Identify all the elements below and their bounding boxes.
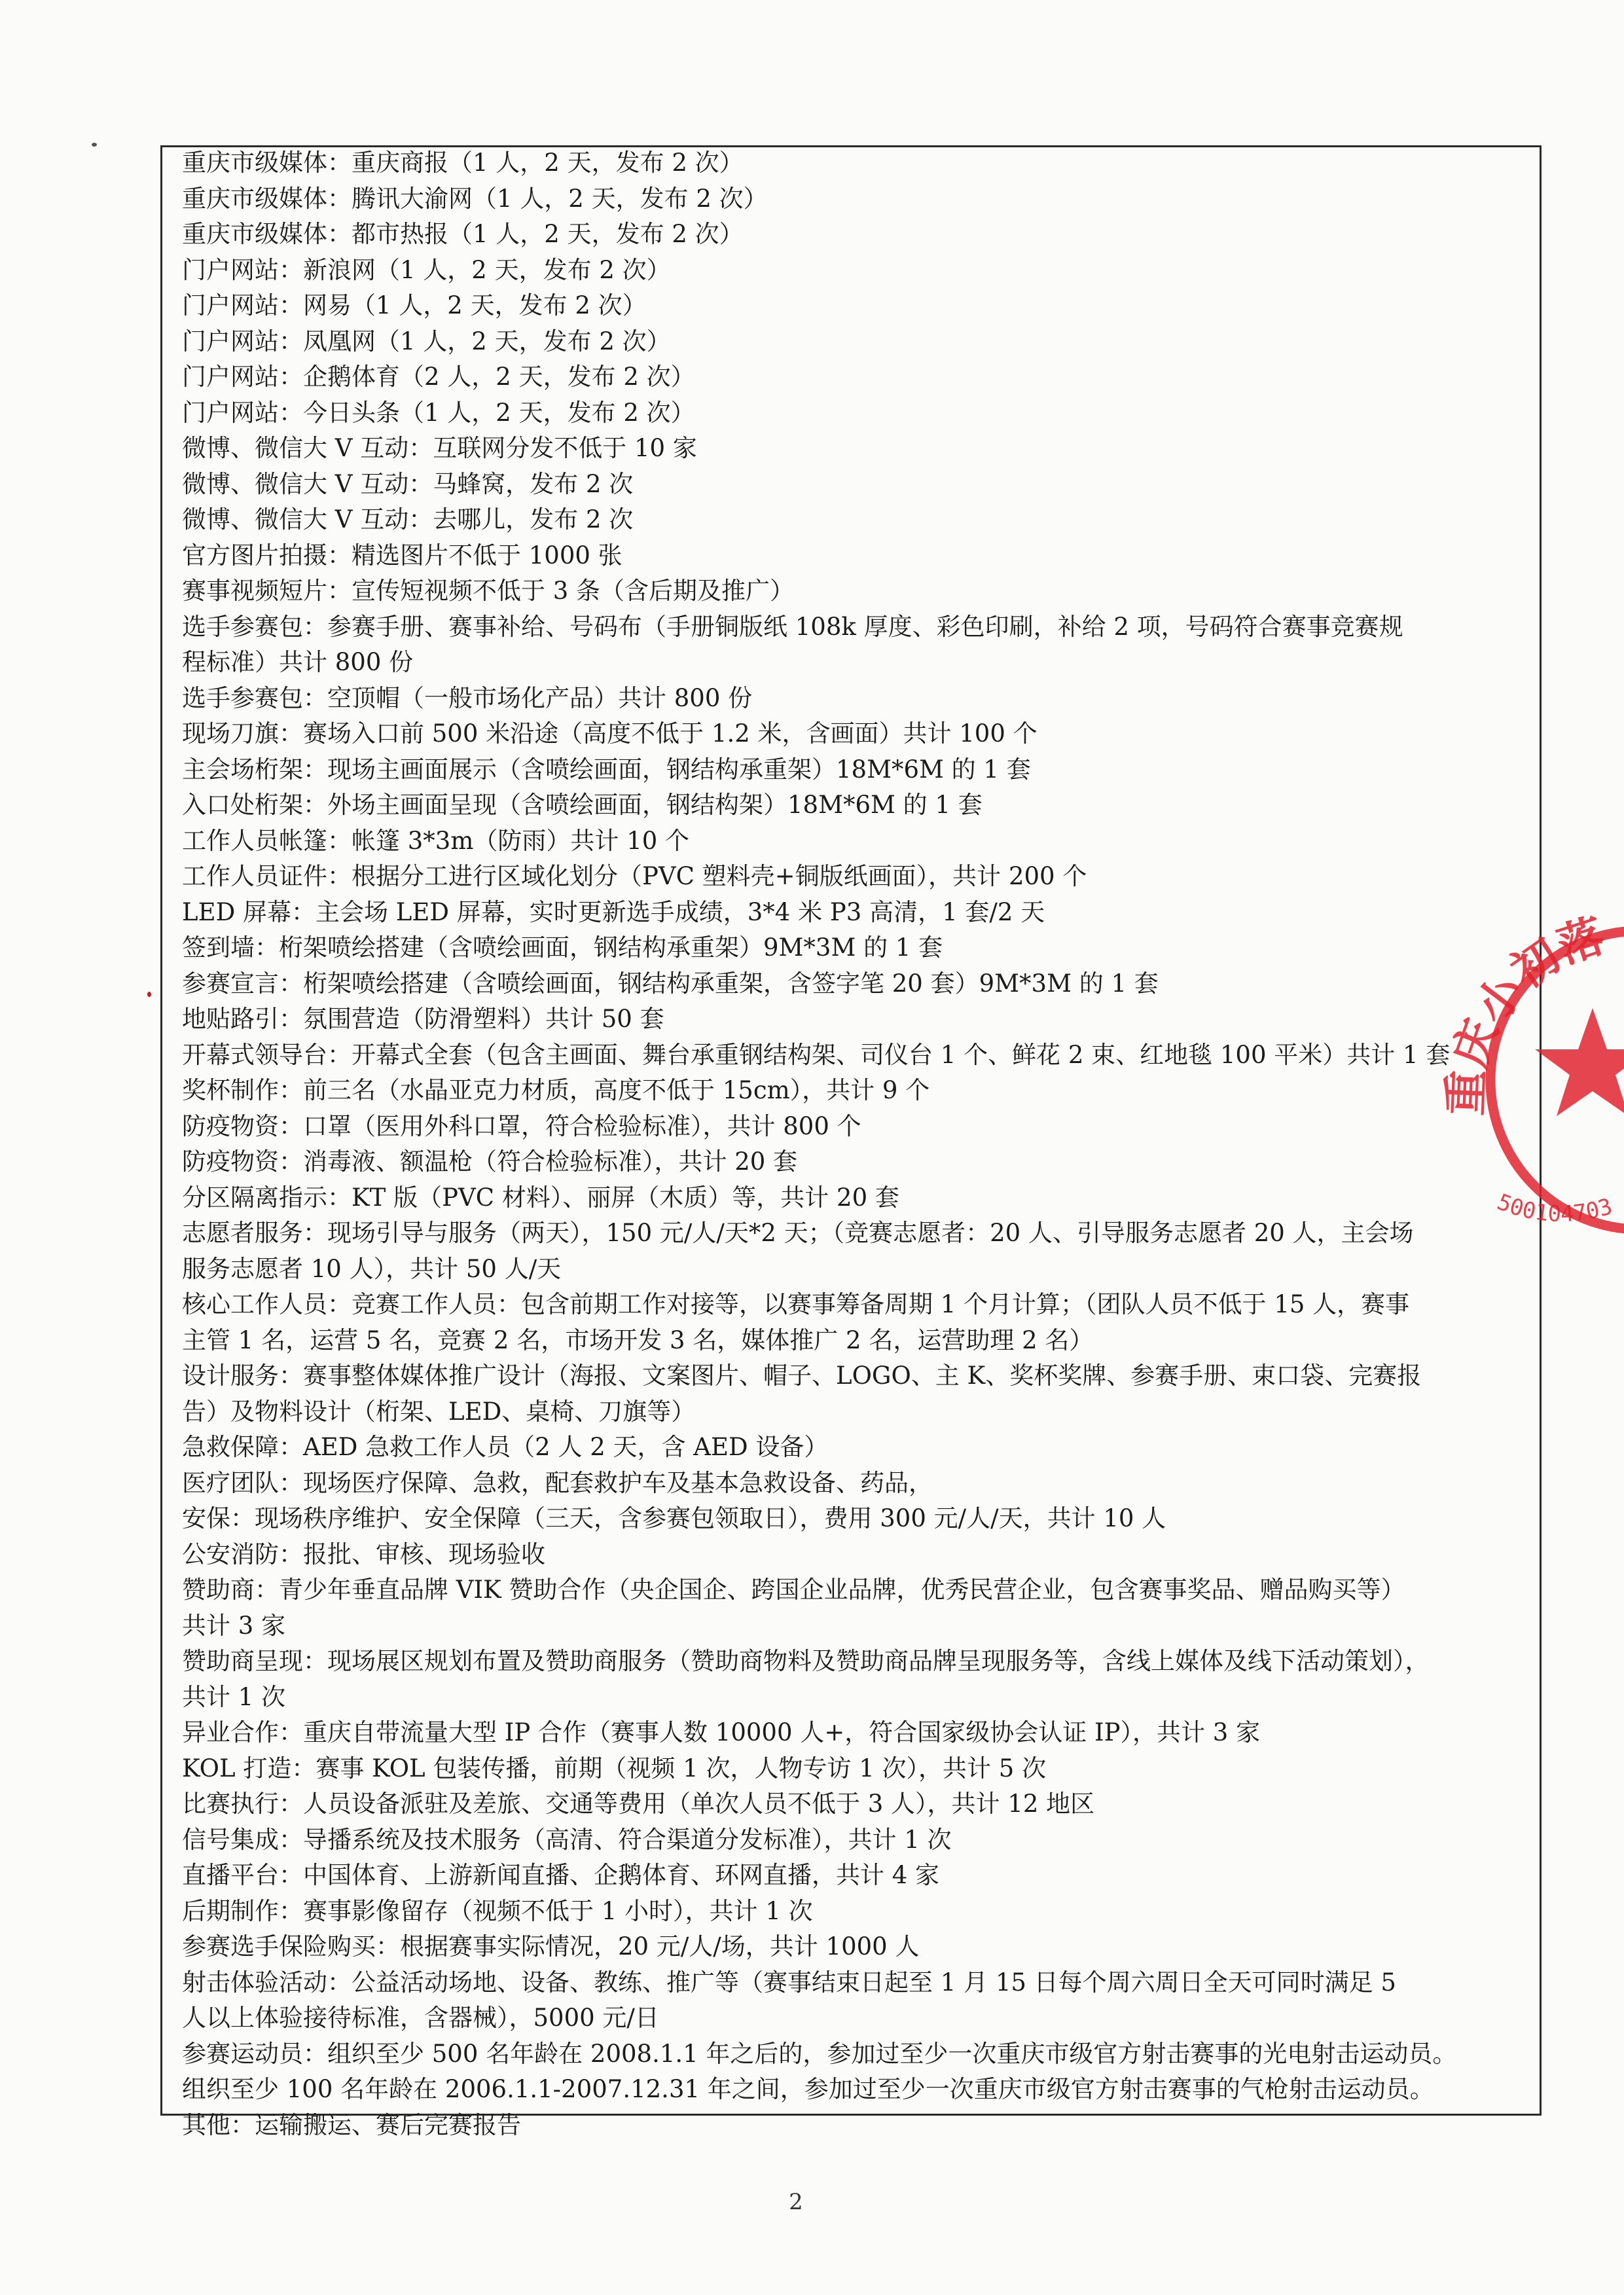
list-line: 公安消防：报批、审核、现场验收 [182,1540,545,1568]
list-line: 赞助商：青少年垂直品牌 VIK 赞助合作（央企国企、跨国企业品牌，优秀民营企业，包含赛事奖品、赠品购买等） [182,1576,1405,1604]
list-line: 主会场桁架：现场主画面展示（含喷绘画面，钢结构承重架）18M*6M 的 1 套 [182,755,1031,784]
list-line: 人以上体验接待标准，含器械），5000 元/日 [182,2004,659,2032]
list-line: 参赛选手保险购买：根据赛事实际情况，20 元/人/场，共计 1000 人 [182,1932,920,1961]
list-line: 微博、微信大 V 互动：马蜂窝，发布 2 次 [182,469,634,498]
list-line: 工作人员证件：根据分工进行区域化划分（PVC 塑料壳+铜版纸画面），共计 200 个 [182,862,1087,890]
list-line: 组织至少 100 名年龄在 2006.1.1-2007.12.31 年之间，参加过至少一次重庆市级官方射击赛事的气枪射击运动员。 [182,2075,1434,2103]
company-seal [1420,876,1624,1227]
list-line: KOL 打造：赛事 KOL 包装传播，前期（视频 1 次，人物专访 1 次），共计 5 次 [182,1754,1047,1782]
list-line: 防疫物资：口罩（医用外科口罩，符合检验标准），共计 800 个 [182,1111,861,1140]
list-line: 后期制作：赛事影像留存（视频不低于 1 小时），共计 1 次 [182,1896,813,1925]
list-line: 签到墙：桁架喷绘搭建（含喷绘画面，钢结构承重架）9M*3M 的 1 套 [182,933,943,962]
list-line: 开幕式领导台：开幕式全套（包含主画面、舞台承重钢结构架、司仪台 1 个、鲜花 2 束、红地毯 100 平米）共计 1 套 [182,1040,1451,1069]
scan-speck [147,992,151,997]
list-line: 共计 1 次 [182,1682,286,1711]
list-line: 信号集成：导播系统及技术服务（高清、符合渠道分发标准），共计 1 次 [182,1825,952,1854]
list-line: 告）及物料设计（桁架、LED、桌椅、刀旗等） [182,1397,696,1426]
list-line: 医疗团队：现场医疗保障、急救，配套救护车及基本急救设备、药品， [182,1468,933,1497]
list-line: 志愿者服务：现场引导与服务（两天），150 元/人/天*2 天；（竞赛志愿者：20 人、引导服务志愿者 20 人，主会场 [182,1219,1414,1247]
seal-star-icon [1535,1008,1624,1116]
seal-text: 重庆小初落体育文化 [1420,876,1612,1117]
svg-text:500104703 [1494,1189,1615,1227]
list-line: 赛事视频短片：宣传短视频不低于 3 条（含后期及推广） [182,577,795,605]
list-line: 主管 1 名，运营 5 名，竞赛 2 名，市场开发 3 名，媒体推广 2 名，运营助理 2 名） [182,1326,1094,1354]
list-line: 选手参赛包：参赛手册、赛事补给、号码布（手册铜版纸 108k 厚度、彩色印刷，补给 2 项，号码符合赛事竞赛规 [182,612,1403,641]
list-line: 地贴路引：氛围营造（防滑塑料）共计 50 套 [182,1005,664,1033]
list-line: 异业合作：重庆自带流量大型 IP 合作（赛事人数 10000 人+，符合国家级协会认证 IP），共计 3 家 [182,1718,1261,1746]
list-line: 门户网站：今日头条（1 人，2 天，发布 2 次） [182,398,695,427]
list-line: 门户网站：凤凰网（1 人，2 天，发布 2 次） [182,327,671,355]
list-line: 防疫物资：消毒液、额温枪（符合检验标准），共计 20 套 [182,1148,798,1176]
list-line: 直播平台：中国体育、上游新闻直播、企鹅体育、环网直播，共计 4 家 [182,1861,940,1889]
list-line: 服务志愿者 10 人），共计 50 人/天 [182,1254,562,1283]
list-line: 参赛运动员：组织至少 500 名年龄在 2008.1.1 年之后的，参加过至少一次重庆市级官方射击赛事的光电射击运动员。 [182,2039,1457,2068]
list-line: 比赛执行：人员设备派驻及差旅、交通等费用（单次人员不低于 3 人），共计 12 地区 [182,1790,1095,1818]
page-number: 2 [789,2189,803,2215]
list-line: 微博、微信大 V 互动：去哪儿，发布 2 次 [182,505,634,533]
seal-code: 500104703 [1493,1189,1615,1227]
list-line: 现场刀旗：赛场入口前 500 米沿途（高度不低于 1.2 米，含画面）共计 100 个 [182,719,1038,748]
list-line: 入口处桁架：外场主画面呈现（含喷绘画面，钢结构架）18M*6M 的 1 套 [182,791,983,819]
list-line: 分区隔离指示：KT 版（PVC 材料）、丽屏（木质）等，共计 20 套 [182,1183,899,1212]
scan-speck [92,143,97,147]
list-line: 门户网站：企鹅体育（2 人，2 天，发布 2 次） [182,363,695,391]
list-line: 官方图片拍摄：精选图片不低于 1000 张 [182,541,623,569]
list-line: 赞助商呈现：现场展区规划布置及赞助商服务（赞助商物料及赞助商品牌呈现服务等，含线上媒体及线下活动策划）， [182,1647,1430,1675]
list-line: LED 屏幕：主会场 LED 屏幕，实时更新选手成绩，3*4 米 P3 高清，1 套/2 天 [182,897,1045,926]
list-line: 奖杯制作：前三名（水晶亚克力材质，高度不低于 15cm），共计 9 个 [182,1076,930,1104]
list-line: 重庆市级媒体：都市热报（1 人，2 天，发布 2 次） [182,220,744,248]
list-line: 核心工作人员：竞赛工作人员：包含前期工作对接等，以赛事筹备周期 1 个月计算；（团队人员不低于 15 人，赛事 [182,1290,1410,1318]
list-line: 急救保障：AED 急救工作人员（2 人 2 天，含 AED 设备） [182,1433,829,1461]
list-line: 选手参赛包：空顶帽（一般市场化产品）共计 800 份 [182,683,753,712]
list-line: 门户网站：网易（1 人，2 天，发布 2 次） [182,291,647,319]
list-line: 设计服务：赛事整体媒体推广设计（海报、文案图片、帽子、LOGO、主 K、奖杯奖牌、参赛手册、束口袋、完赛报 [182,1362,1422,1390]
list-line: 微博、微信大 V 互动：互联网分发不低于 10 家 [182,434,697,462]
list-line: 安保：现场秩序维护、安全保障（三天，含参赛包领取日），费用 300 元/人/天，共计 10 人 [182,1504,1166,1532]
list-line: 射击体验活动：公益活动场地、设备、教练、推广等（赛事结束日起至 1 月 15 日每个周六周日全天可同时满足 5 [182,1968,1396,1997]
list-line: 其他：运输搬运、赛后完赛报告 [182,2110,521,2139]
list-line: 程标准）共计 800 份 [182,648,414,676]
list-line: 共计 3 家 [182,1611,286,1640]
list-line: 门户网站：新浪网（1 人，2 天，发布 2 次） [182,255,671,284]
list-line: 重庆市级媒体：腾讯大渝网（1 人，2 天，发布 2 次） [182,184,768,213]
requirement-list [182,145,1537,2143]
list-line: 工作人员帐篷：帐篷 3*3m（防雨）共计 10 个 [182,826,690,855]
list-line: 重庆市级媒体：重庆商报（1 人，2 天，发布 2 次） [182,149,744,177]
list-line: 参赛宣言：桁架喷绘搭建（含喷绘画面，钢结构承重架，含签字笔 20 套）9M*3M 的 1 套 [182,969,1159,998]
